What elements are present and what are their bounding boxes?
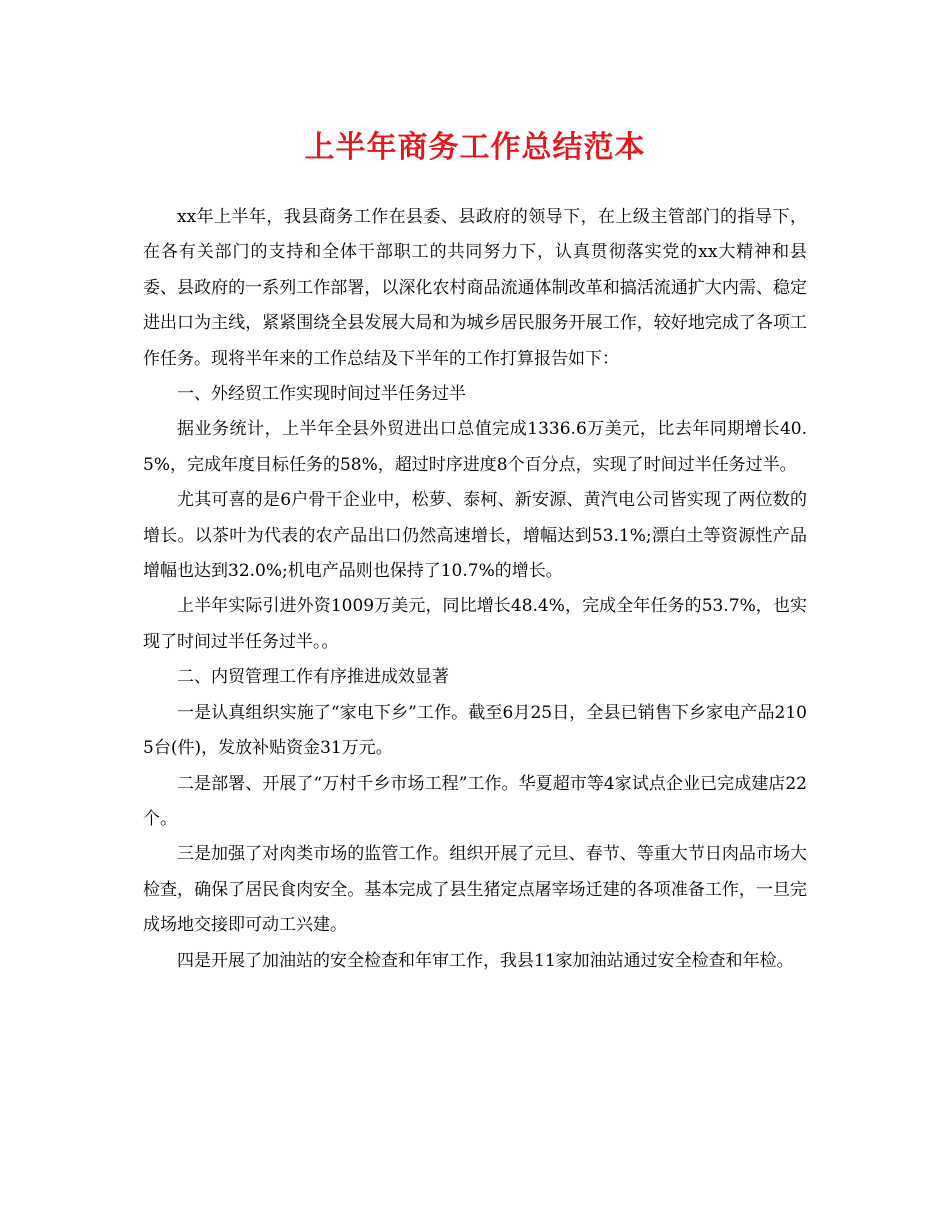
paragraph-trade-statistics: 据业务统计，上半年全县外贸进出口总值完成1336.6万美元，比去年同期增长40.5%，完成年度目标任务的58%，超过时序进度8个百分点，实现了时间过半任务过半。: [143, 419, 807, 475]
paragraph-meat-market-supervision: 三是加强了对肉类市场的监管工作。组织开展了元旦、春节、等重大节日肉品市场大检查，确保了居民食肉安全。基本完成了县生猪定点屠宰场迁建的各项准备工作，一旦完成场地交接即可动工兴建。: [143, 844, 807, 936]
paragraph-foreign-investment: 上半年实际引进外资1009万美元，同比增长48.4%，完成全年任务的53.7%，也实现了时间过半任务过半。。: [143, 596, 807, 652]
section-heading-foreign-trade: 一、外经贸工作实现时间过半任务过半: [177, 384, 466, 405]
paragraph-key-enterprises: 尤其可喜的是6户骨干企业中，松萝、泰柯、新安源、黄汽电公司皆实现了两位数的增长。以茶叶为代表的农产品出口仍然高速增长，增幅达到53.1%;漂白土等资源性产品增幅也达到32.0%;机电产品则也保持了10.7%的增长。: [143, 490, 807, 582]
document-body: [143, 200, 807, 979]
paragraph-intro: xx年上半年，我县商务工作在县委、县政府的领导下，在上级主管部门的指导下，在各有关部门的支持和全体干部职工的共同努力下，认真贯彻落实党的xx大精神和县委、县政府的一系列工作部署，以深化农村商品流通体制改革和搞活流通扩大内需、稳定进出口为主线，紧紧围绕全县发展大局和为城乡居民服务开展工作，较好地完成了各项工作任务。现将半年来的工作总结及下半年的工作打算报告如下：: [143, 207, 807, 369]
paragraph-appliances-to-countryside: 一是认真组织实施了“家电下乡”工作。截至6月25日，全县已销售下乡家电产品2105台(件)，发放补贴资金31万元。: [143, 702, 807, 759]
section-heading-domestic-trade: 二、内贸管理工作有序推进成效显著: [177, 667, 449, 688]
paragraph-gas-station-inspection: 四是开展了加油站的安全检查和年审工作，我县11家加油站通过安全检查和年检。: [177, 950, 794, 971]
paragraph-village-market-project: 二是部署、开展了“万村千乡市场工程”工作。华夏超市等4家试点企业已完成建店22个。: [143, 773, 807, 829]
document-title: 上半年商务工作总结范本: [304, 130, 646, 165]
